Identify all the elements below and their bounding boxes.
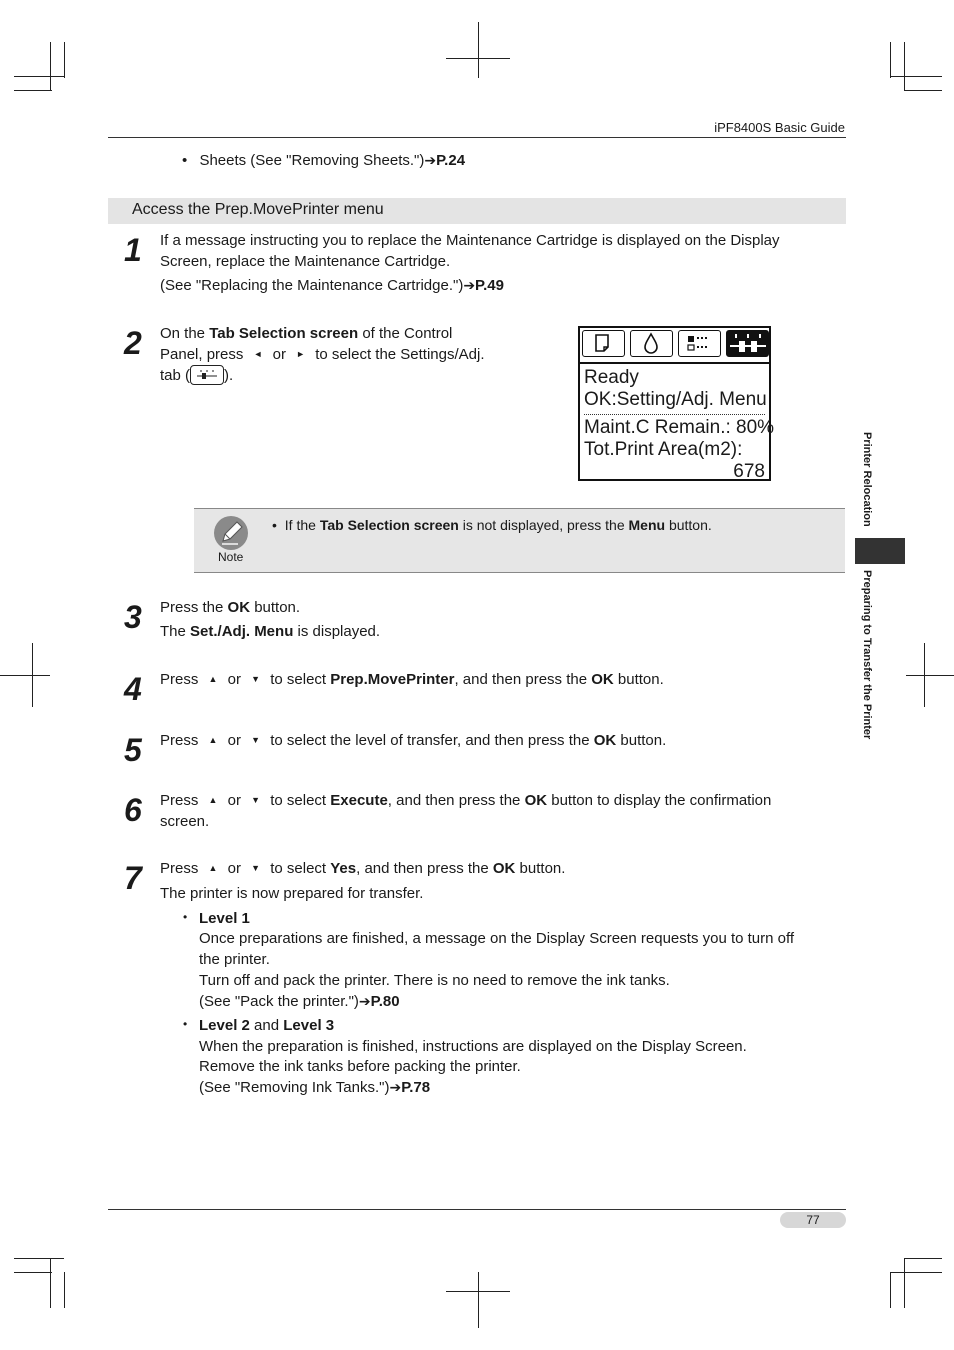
crop-mark	[904, 1258, 942, 1259]
up-arrow-icon: ▲	[208, 674, 218, 684]
down-arrow-icon: ▼	[251, 863, 261, 873]
crop-mark	[14, 1272, 52, 1273]
crop-mark	[478, 1272, 479, 1328]
footer-rule	[108, 1209, 846, 1210]
level-1-ref: (See "Pack the printer.")➔P.80	[199, 993, 400, 1010]
crop-mark	[890, 42, 891, 78]
bullet-dot: •	[183, 1017, 188, 1031]
crop-mark	[890, 1272, 942, 1273]
lcd-divider	[580, 362, 769, 364]
side-tab-marker	[855, 538, 905, 564]
down-arrow-icon: ▼	[251, 674, 261, 684]
arrow-icon: ➔	[389, 1079, 402, 1095]
step-number: 6	[124, 792, 142, 828]
section-heading	[108, 198, 846, 224]
step-3-text: The Set./Adj. Menu is displayed.	[160, 623, 381, 640]
level-1-text: the printer.	[199, 951, 270, 968]
step-5-text: Press ▲ or ▼ to select the level of transfer, and then press the OK button.	[160, 732, 667, 749]
page-ref-link[interactable]: P.78	[401, 1079, 431, 1096]
step-2-text: On the Tab Selection screen of the Control	[160, 325, 453, 342]
page-ref-link[interactable]: P.49	[475, 277, 504, 294]
level-23-ref: (See "Removing Ink Tanks.")➔P.78	[199, 1079, 431, 1096]
up-arrow-icon: ▲	[208, 735, 218, 745]
level-1-text: Turn off and pack the printer. There is no need to remove the ink tanks.	[199, 972, 670, 989]
crop-mark	[32, 643, 33, 707]
intro-bullet-text: Sheets (See "Removing Sheets.")	[199, 152, 425, 169]
crop-mark	[924, 643, 925, 707]
level-23-text: When the preparation is finished, instructions are displayed on the Display Screen.	[199, 1038, 747, 1055]
note-text: • If the Tab Selection screen is not displayed, press the Menu button.	[272, 517, 712, 533]
step-number: 3	[124, 599, 142, 635]
step-3-text: Press the OK button.	[160, 599, 301, 616]
control-panel-display	[578, 326, 775, 482]
job-tab-icon	[678, 330, 721, 357]
page-number: 77	[780, 1212, 846, 1228]
step-4-text: Press ▲ or ▼ to select Prep.MovePrinter, and then press the OK button.	[160, 671, 664, 688]
note-pencil-icon	[214, 516, 248, 550]
step-number: 7	[124, 860, 142, 896]
ink-tab-icon	[630, 330, 673, 357]
page-ref-link[interactable]: P.80	[370, 993, 400, 1010]
crop-mark	[50, 42, 51, 90]
step-number: 1	[124, 232, 142, 268]
crop-mark	[50, 1258, 51, 1308]
arrow-icon: ➔	[424, 152, 437, 168]
right-arrow-icon: ►	[296, 349, 306, 359]
intro-bullet	[182, 150, 465, 171]
left-arrow-icon: ◄	[253, 349, 263, 359]
down-arrow-icon: ▼	[251, 795, 261, 805]
step-2-text: Panel, press ◄ or ► to select the Settings/Adj.	[160, 346, 485, 363]
lcd-menu-hint: OK:Setting/Adj. Menu	[584, 389, 767, 410]
step-6-text: screen.	[160, 813, 210, 830]
crop-mark	[906, 675, 954, 676]
level-1-title: Level 1	[199, 910, 250, 927]
side-tab-section[interactable]: Preparing to Transfer the Printer	[861, 570, 873, 740]
step-1-text: If a message instructing you to replace the Maintenance Cartridge is displayed on the Display	[160, 232, 780, 249]
arrow-icon: ➔	[463, 277, 476, 293]
step-6-text: Press ▲ or ▼ to select Execute, and then press the OK button to display the confirmation	[160, 792, 772, 809]
settings-tab-icon	[190, 365, 224, 385]
page-ref-link[interactable]: P.24	[436, 152, 466, 169]
settings-tab-icon	[726, 330, 769, 357]
crop-mark	[904, 90, 942, 91]
bullet-dot: •	[182, 152, 188, 169]
down-arrow-icon: ▼	[251, 735, 261, 745]
lcd-print-area-label: Tot.Print Area(m2):	[584, 439, 743, 460]
up-arrow-icon: ▲	[208, 863, 218, 873]
crop-mark	[890, 1272, 891, 1308]
bullet-dot: •	[183, 910, 188, 924]
crop-mark	[14, 90, 52, 91]
lcd-status: Ready	[584, 367, 639, 388]
step-7-text: Press ▲ or ▼ to select Yes, and then press the OK button.	[160, 860, 566, 877]
step-7-text: The printer is now prepared for transfer.	[160, 885, 424, 902]
crop-mark	[14, 76, 64, 77]
level-23-title: Level 2 and Level 3	[199, 1017, 335, 1034]
step-number: 4	[124, 671, 142, 707]
crop-mark	[64, 42, 65, 78]
crop-mark	[890, 76, 942, 77]
ref-text: (See "Replacing the Maintenance Cartridge.")	[160, 277, 464, 294]
crop-mark	[14, 1258, 64, 1259]
up-arrow-icon: ▲	[208, 795, 218, 805]
step-1-text: Screen, replace the Maintenance Cartridge.	[160, 253, 451, 270]
side-tab-chapter[interactable]: Printer Relocation	[861, 432, 873, 527]
lcd-dotted-divider	[584, 414, 765, 415]
lcd-print-area-value: 678	[733, 461, 765, 482]
crop-mark	[478, 22, 479, 78]
note-box	[194, 508, 845, 573]
level-23-text: Remove the ink tanks before packing the printer.	[199, 1058, 521, 1075]
crop-mark	[904, 1258, 905, 1308]
paper-tab-icon	[582, 330, 625, 357]
level-1-text: Once preparations are finished, a message on the Display Screen requests you to turn off	[199, 930, 795, 947]
step-number: 2	[124, 325, 142, 361]
header-rule	[108, 137, 846, 138]
crop-mark	[0, 675, 50, 676]
section-title: Access the Prep.MovePrinter menu	[132, 201, 384, 218]
crop-mark	[64, 1272, 65, 1308]
step-1-ref	[160, 275, 504, 296]
guide-title: iPF8400S Basic Guide	[714, 120, 845, 135]
step-2-text: tab ( ).	[160, 367, 234, 384]
note-label: Note	[218, 550, 244, 564]
crop-mark	[904, 42, 905, 90]
lcd-maint-remain: Maint.C Remain.: 80%	[584, 417, 775, 438]
step-number: 5	[124, 732, 142, 768]
arrow-icon: ➔	[358, 993, 371, 1009]
